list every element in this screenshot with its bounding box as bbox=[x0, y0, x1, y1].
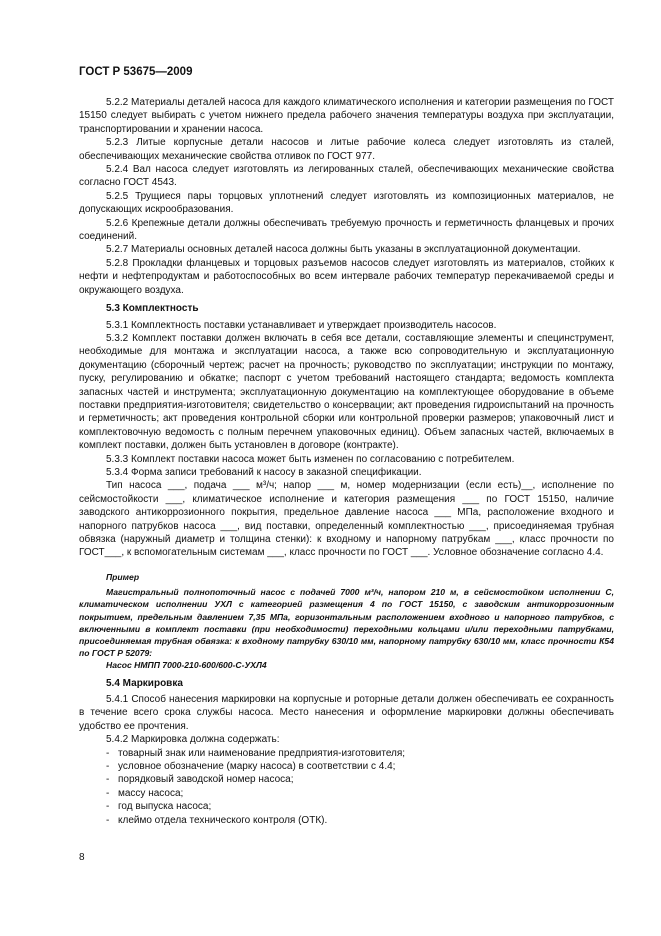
list-item: - год выпуска насоса; bbox=[79, 800, 614, 813]
clause-5-4-1: 5.4.1 Способ нанесения маркировки на корпусные и роторные детали должен обеспечивать ее сохранность в течение всего срока службы насоса. Место нанесения и оформление маркировки должны обеспечивать удобство ее прочтения. bbox=[79, 694, 614, 732]
list-item: - товарный знак или наименование предприятия-изготовителя; bbox=[79, 747, 614, 760]
example-body: Магистральный полнопоточный насос с подачей 7000 м³/ч, напором 210 м, в сейсмостойком исполнении С, климатическом исполнении УХЛ с категорией размещения 4 по ГОСТ 15150, с заводским антикоррозионным покрытием, предельным давлением 7,35 МПа, горизонтальным расположением входного и напорного патрубков, с включенными в комплект поставки (при необходимости) переходными кольцами и/или переходными патрубками, присоединяемая трубная обвязка: к входному патрубку 630/10 мм, напорному патрубку 630/10 мм, класс прочности К54 по ГОСТ Р 52079: bbox=[79, 587, 614, 659]
example-title: Пример bbox=[106, 571, 140, 582]
clause-5-2-4: 5.2.4 Вал насоса следует изготовлять из легированных сталей, обеспечивающих механические свойства согласно ГОСТ 4543. bbox=[79, 164, 614, 189]
marking-list bbox=[79, 747, 614, 827]
order-form-template: Тип насоса ___, подача ___ м³/ч; напор ___ м, номер модернизации (если есть)__, исполнение по сейсмостойкости ___, климатическое исполнение и категория размещения ___ по ГОСТ 15150, наличие заводского антикоррозионного покрытия, предельное давление насоса ___ МПа, расположение входного и напорного патрубков насоса ___, вид поставки, определенный комплектностью ___, присоединяемая трубная обвязка (наружный диаметр и толщина стенки): к входному и напорному патрубкам ___, класс прочности по ГОСТ___, к вспомогательным системам ___, класс прочности по ГОСТ ___. Условное обозначение согласно 4.4. bbox=[79, 480, 614, 559]
clause-5-2-5: 5.2.5 Трущиеся пары торцовых уплотнений следует изготовлять из композиционных материалов, не допускающих искрообразования. bbox=[79, 190, 614, 216]
clause-5-3-2: 5.3.2 Комплект поставки должен включать в себя все детали, составляющие элементы и специнструмент, необходимые для монтажа и эксплуатации насоса, а также всю сопроводительную и эксплуатационную документацию (сборочный чертеж; расчет на прочность; руководство по эксплуатации; инструкции по монтажу, пуску, регулированию и обкатке; паспорт с учетом требований настоящего стандарта; ведомость комплекта запасных частей и инструмента; эксплуатационную документацию на комплектующее оборудование в объеме поставки предприятия-изготовителя; свидетельство о консервации; акт проведения гидроиспытаний на прочность и герметичность; акт проведения контрольной сборки или контрольной проверки размеров; упаковочный лист и комплектовочную ведомость с полным перечнем упаковочных единиц). Объем запасных частей, включаемых в комплект поставки, должен быть установлен в договоре (контракте). bbox=[79, 332, 614, 452]
clause-5-4-2: 5.4.2 Маркировка должна содержать: bbox=[106, 734, 280, 746]
section-heading-completeness: 5.3 Комплектность bbox=[106, 303, 199, 315]
clause-5-3-1: 5.3.1 Комплектность поставки устанавливает и утверждает производитель насосов. bbox=[106, 319, 497, 331]
section-heading-marking: 5.4 Маркировка bbox=[106, 677, 183, 689]
list-item: - условное обозначение (марку насоса) в соответствии с 4.4; bbox=[79, 760, 614, 773]
clause-5-3-3: 5.3.3 Комплект поставки насоса может быть изменен по согласованию с потребителем. bbox=[106, 453, 515, 465]
clause-5-2-8: 5.2.8 Прокладки фланцевых и торцовых разъемов насосов следует изготовлять из материалов, стойких к нефти и нефтепродуктам и работоспособных во всем интервале рабочих температур перекачиваемой среды и окружающего воздуха. bbox=[79, 257, 614, 296]
clause-5-2-2: 5.2.2 Материалы деталей насоса для каждого климатического исполнения и категории размещения по ГОСТ 15150 следует выбирать с учетом нижнего предела рабочего значения температуры воздуха при эксплуатации, транспортировании и хранении насоса. bbox=[79, 97, 614, 135]
list-item: - порядковый заводской номер насоса; bbox=[79, 773, 614, 786]
document-body bbox=[79, 96, 614, 827]
clause-5-2-7: 5.2.7 Материалы основных деталей насоса должны быть указаны в эксплуатационной документации. bbox=[106, 244, 581, 256]
clause-5-2-3: 5.2.3 Литые корпусные детали насосов и литые рабочие колеса следует изготовлять из сталей, обеспечивающих механические свойства отливок по ГОСТ 977. bbox=[79, 137, 614, 162]
page-number: 8 bbox=[79, 852, 85, 863]
list-item: - массу насоса; bbox=[79, 787, 614, 800]
document-header: ГОСТ Р 53675—2009 bbox=[79, 66, 193, 78]
clause-5-2-6: 5.2.6 Крепежные детали должны обеспечивать требуемую прочность и герметичность фланцевых и прочих соединений. bbox=[79, 217, 614, 243]
clause-5-3-4: 5.3.4 Форма записи требований к насосу в заказной спецификации. bbox=[106, 466, 422, 478]
example-designation: Насос НМПП 7000-210-600/600-С-УХЛ4 bbox=[106, 660, 267, 671]
list-item: - клеймо отдела технического контроля (ОТК). bbox=[79, 814, 614, 827]
